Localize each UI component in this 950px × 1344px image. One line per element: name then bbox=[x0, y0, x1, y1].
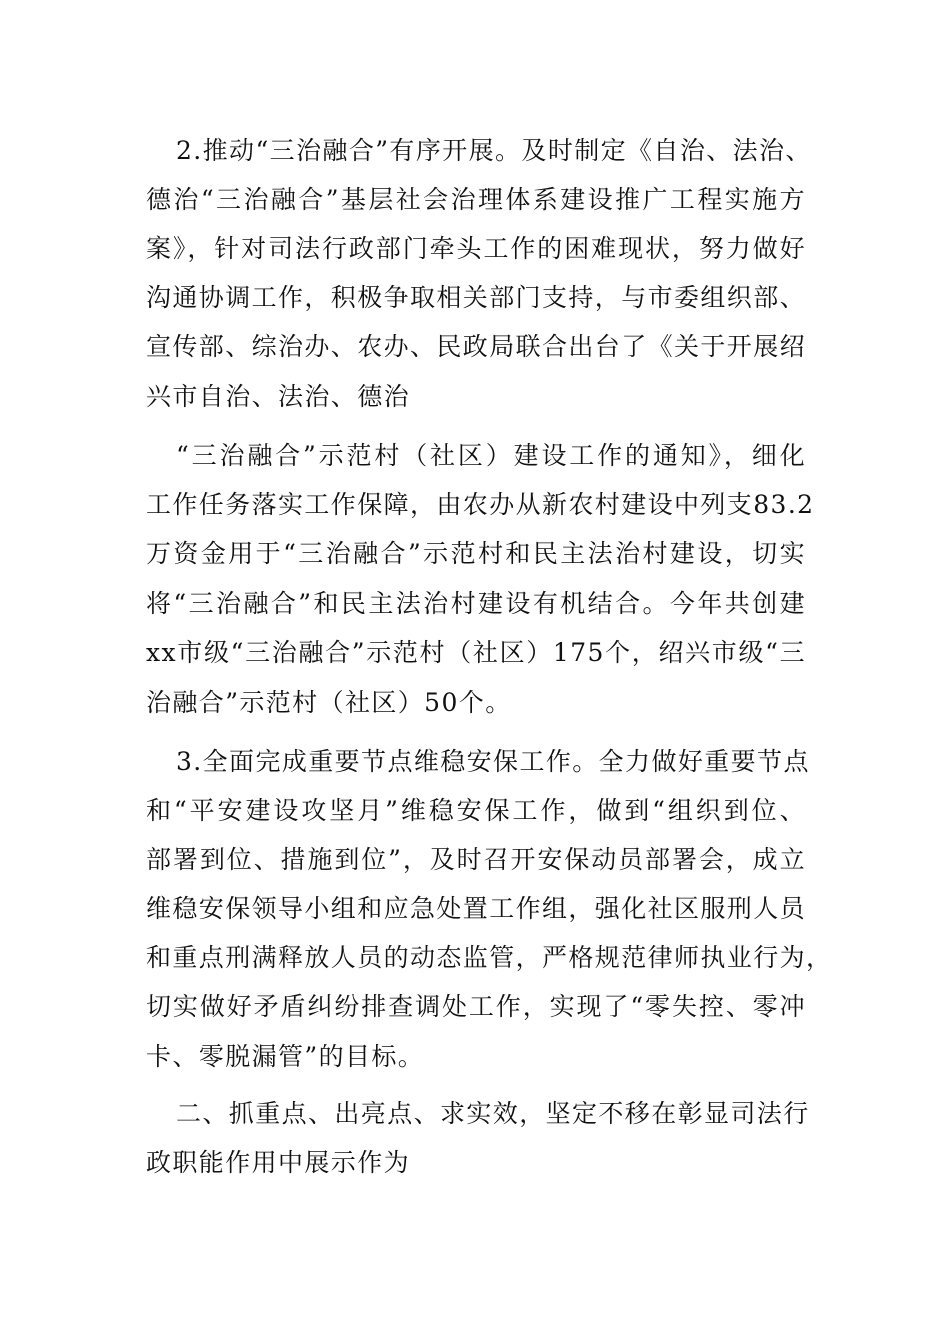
paragraph-3-line-3: 部署到位、措施到位”，及时召开安保动员部署会，成立 bbox=[146, 845, 806, 874]
paragraph-3-line-2: 和“平安建设攻坚月”维稳安保工作，做到“组织到位、 bbox=[146, 796, 806, 825]
paragraph-3-line-7: 卡、零脱漏管”的目标。 bbox=[146, 1042, 425, 1071]
paragraph-2-line-5: xx市级“三治融合”示范村（社区）175个，绍兴市级“三 bbox=[146, 638, 806, 667]
paragraph-2-line-4: 将“三治融合”和民主法治村建设有机结合。今年共创建 bbox=[146, 589, 806, 618]
paragraph-1-line-2: 德治“三治融合”基层社会治理体系建设推广工程实施方 bbox=[146, 185, 806, 214]
section-heading-line-1: 二、抓重点、出亮点、求实效，坚定不移在彰显司法行 bbox=[176, 1099, 810, 1128]
paragraph-1-line-4: 沟通协调工作，积极争取相关部门支持，与市委组织部、 bbox=[146, 283, 807, 312]
paragraph-1-line-6: 兴市自治、法治、德治 bbox=[146, 382, 411, 411]
paragraph-1-line-3: 案》，针对司法行政部门牵头工作的困难现状，努力做好 bbox=[146, 234, 806, 263]
paragraph-2-line-2: 工作任务落实工作保障，由农办从新农村建设中列支83.2 bbox=[146, 490, 815, 519]
paragraph-1-line-1: 2.推动“三治融合”有序开展。及时制定《自治、法治、 bbox=[176, 136, 812, 165]
section-heading-line-2: 政职能作用中展示作为 bbox=[146, 1148, 411, 1177]
paragraph-2-line-6: 治融合”示范村（社区）50个。 bbox=[146, 688, 512, 717]
paragraph-3-line-1: 3.全面完成重要节点维稳安保工作。全力做好重要节点 bbox=[176, 747, 810, 776]
paragraph-3-line-6: 切实做好矛盾纠纷排查调处工作，实现了“零失控、零冲 bbox=[146, 992, 806, 1021]
paragraph-3-line-5: 和重点刑满释放人员的动态监管，严格规范律师执业行为， bbox=[146, 943, 833, 972]
paragraph-2-line-1: “三治融合”示范村（社区）建设工作的通知》，细化 bbox=[176, 441, 806, 470]
paragraph-3-line-4: 维稳安保领导小组和应急处置工作组，强化社区服刑人员 bbox=[146, 894, 807, 923]
paragraph-2-line-3: 万资金用于“三治融合”示范村和民主法治村建设，切实 bbox=[146, 539, 806, 568]
paragraph-1-line-5: 宣传部、综治办、农办、民政局联合出台了《关于开展绍 bbox=[146, 332, 807, 361]
